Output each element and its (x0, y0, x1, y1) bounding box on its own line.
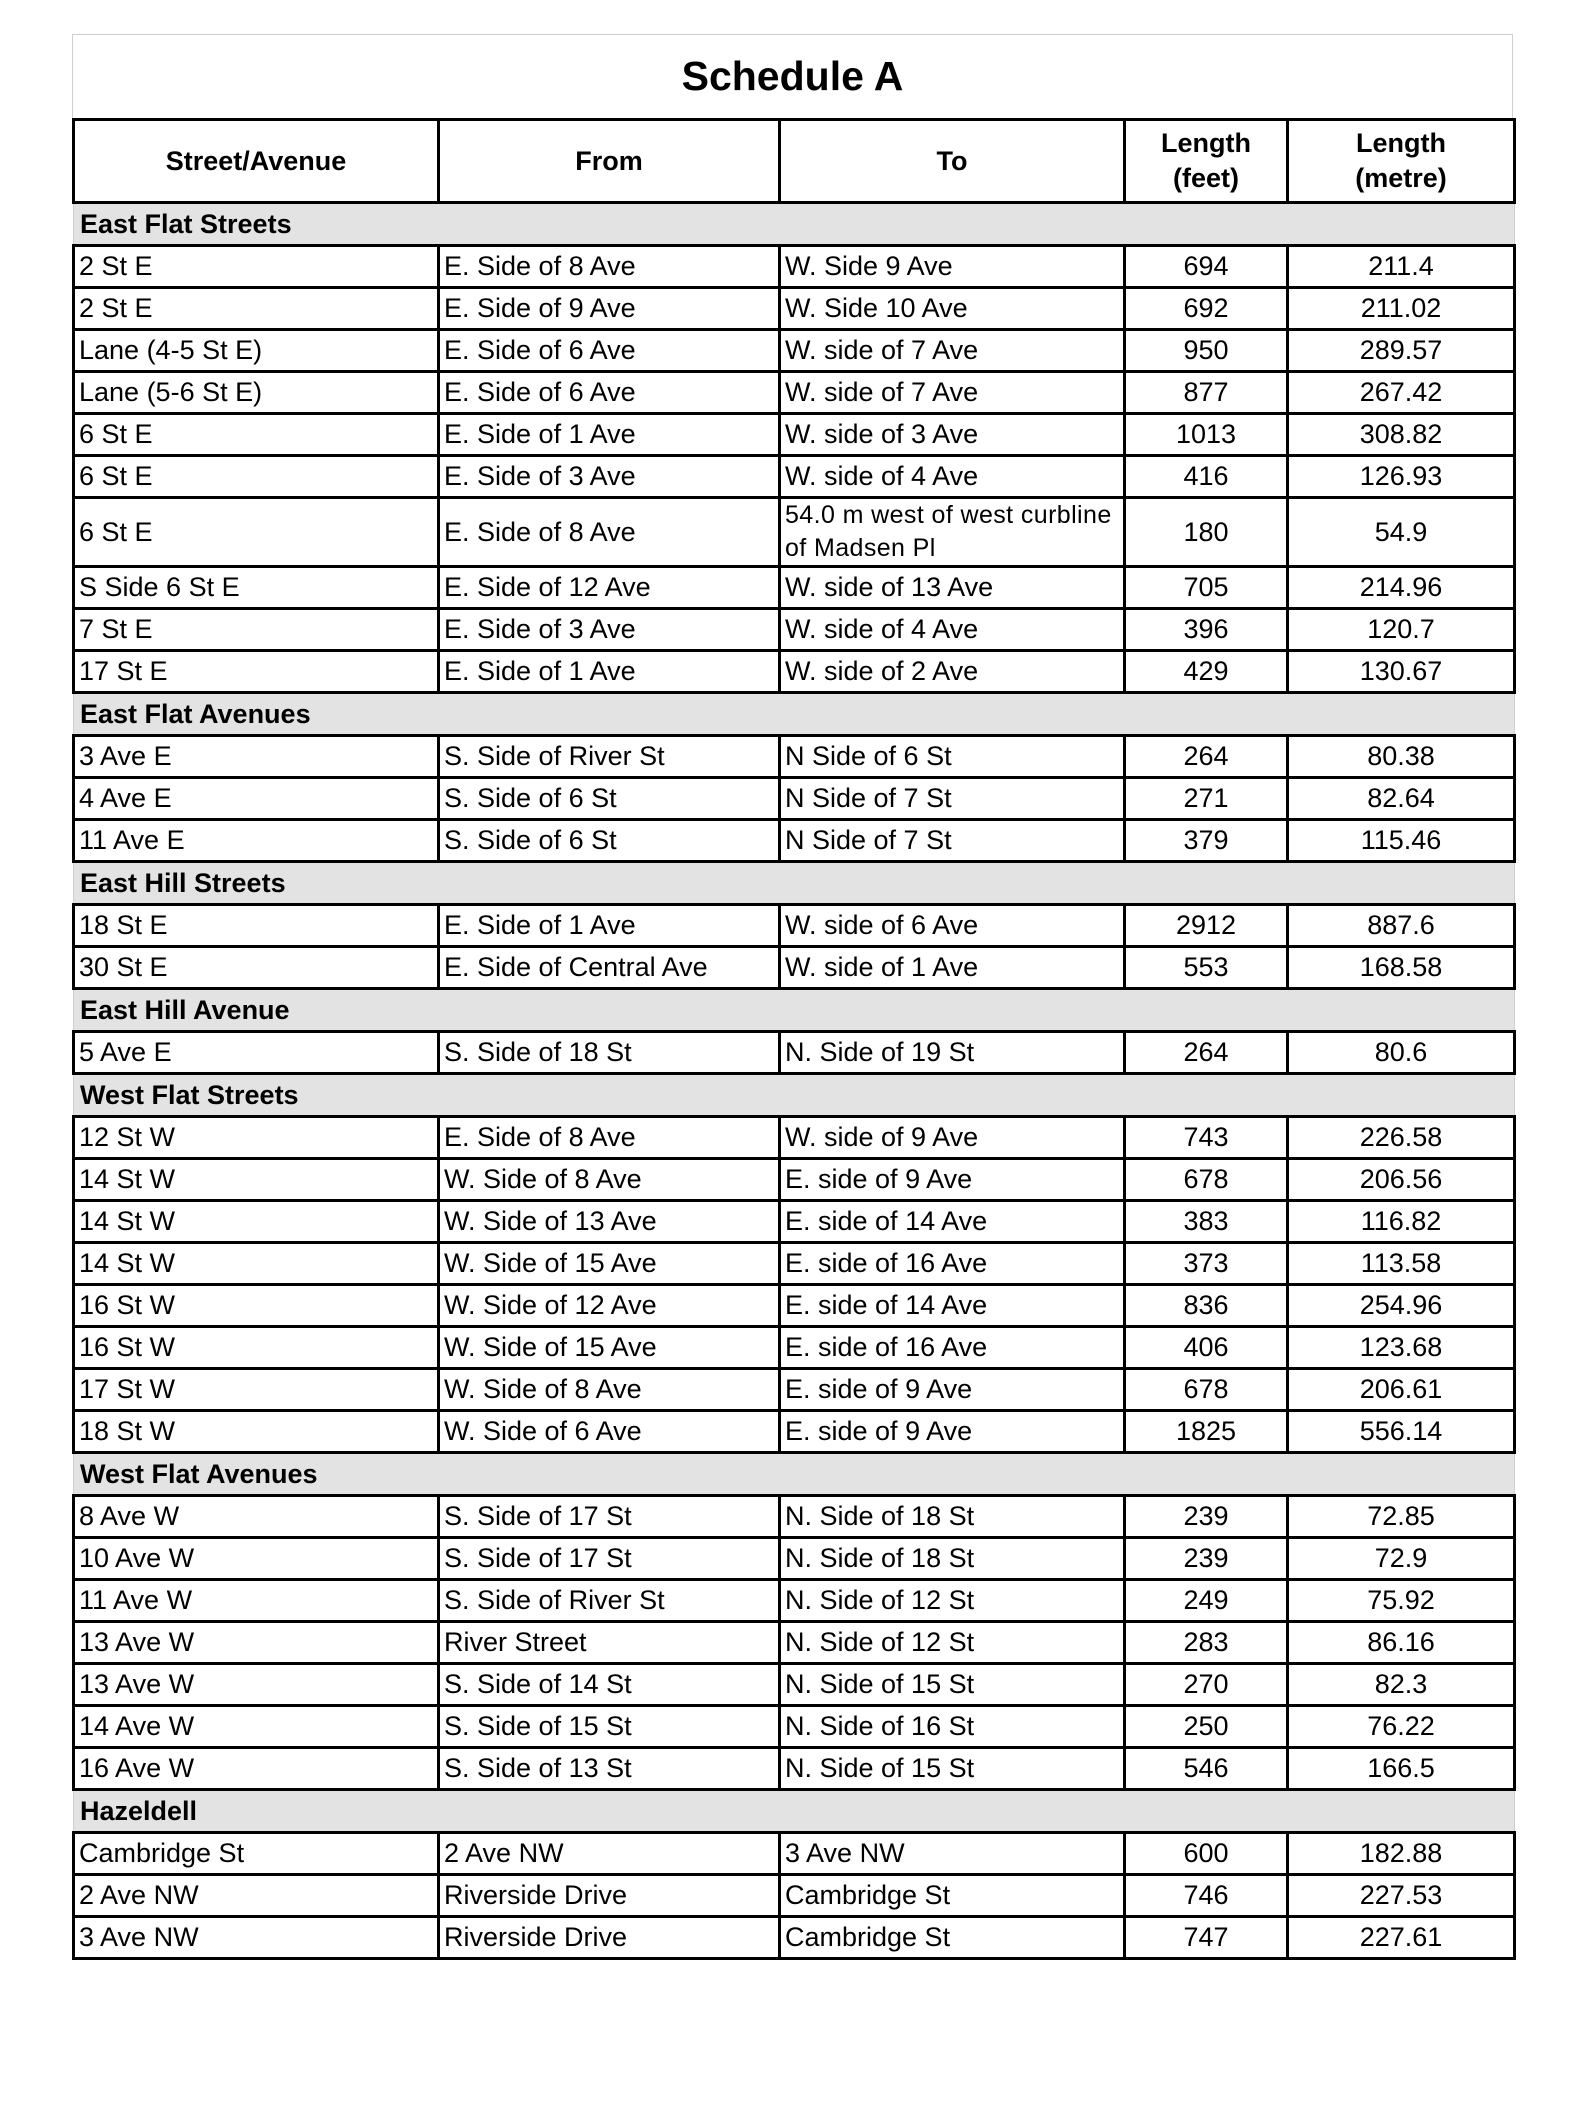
cell-length-feet: 180 (1125, 498, 1288, 567)
cell-from: E. Side of 12 Ave (439, 567, 780, 609)
cell-from: S. Side of 13 St (439, 1748, 780, 1790)
cell-length-feet: 692 (1125, 288, 1288, 330)
cell-street: 12 St W (74, 1117, 439, 1159)
cell-from: S. Side of River St (439, 736, 780, 778)
cell-street: 3 Ave E (74, 736, 439, 778)
section-heading: West Flat Streets (74, 1074, 1515, 1117)
cell-street: 17 St E (74, 651, 439, 693)
cell-length-feet: 705 (1125, 567, 1288, 609)
cell-length-metre: 130.67 (1288, 651, 1515, 693)
cell-to: W. side of 6 Ave (780, 905, 1125, 947)
cell-length-metre: 214.96 (1288, 567, 1515, 609)
cell-to: Cambridge St (780, 1917, 1125, 1959)
section-row (74, 693, 1515, 736)
cell-length-metre: 113.58 (1288, 1243, 1515, 1285)
table-row (74, 1201, 1515, 1243)
cell-street: 11 Ave E (74, 820, 439, 862)
cell-from: E. Side of 9 Ave (439, 288, 780, 330)
cell-from: S. Side of 15 St (439, 1706, 780, 1748)
cell-length-feet: 743 (1125, 1117, 1288, 1159)
cell-to: N. Side of 15 St (780, 1748, 1125, 1790)
cell-length-metre: 211.02 (1288, 288, 1515, 330)
cell-to: W. side of 7 Ave (780, 330, 1125, 372)
table-row (74, 567, 1515, 609)
cell-to: W. side of 4 Ave (780, 456, 1125, 498)
cell-to: N. Side of 16 St (780, 1706, 1125, 1748)
cell-length-metre: 166.5 (1288, 1748, 1515, 1790)
cell-to: Cambridge St (780, 1875, 1125, 1917)
table-row (74, 651, 1515, 693)
table-row (74, 1243, 1515, 1285)
cell-to: W. side of 2 Ave (780, 651, 1125, 693)
cell-length-feet: 250 (1125, 1706, 1288, 1748)
cell-from: S. Side of 17 St (439, 1496, 780, 1538)
title-box (72, 34, 1513, 118)
cell-street: 2 St E (74, 246, 439, 288)
table-row (74, 330, 1515, 372)
header-street: Street/Avenue (74, 120, 439, 203)
table-row (74, 1032, 1515, 1074)
cell-street: 13 Ave W (74, 1622, 439, 1664)
cell-length-feet: 746 (1125, 1875, 1288, 1917)
cell-to: E. side of 14 Ave (780, 1285, 1125, 1327)
table-row (74, 1664, 1515, 1706)
header-metre-line1: Length (1356, 128, 1446, 158)
cell-street: 17 St W (74, 1369, 439, 1411)
cell-from: W. Side of 15 Ave (439, 1327, 780, 1369)
cell-length-feet: 553 (1125, 947, 1288, 989)
section-heading: East Hill Avenue (74, 989, 1515, 1032)
cell-length-feet: 270 (1125, 1664, 1288, 1706)
table-row (74, 609, 1515, 651)
cell-to: N. Side of 19 St (780, 1032, 1125, 1074)
table-row (74, 1117, 1515, 1159)
cell-length-metre: 72.9 (1288, 1538, 1515, 1580)
cell-to: 54.0 m west of west curbline of Madsen Pl (780, 498, 1125, 567)
table-row (74, 905, 1515, 947)
cell-length-metre: 115.46 (1288, 820, 1515, 862)
cell-length-metre: 254.96 (1288, 1285, 1515, 1327)
cell-length-feet: 836 (1125, 1285, 1288, 1327)
cell-to: W. Side 9 Ave (780, 246, 1125, 288)
cell-street: 3 Ave NW (74, 1917, 439, 1959)
cell-to: N. Side of 18 St (780, 1538, 1125, 1580)
table-row (74, 246, 1515, 288)
cell-from: W. Side of 8 Ave (439, 1159, 780, 1201)
table-row (74, 1327, 1515, 1369)
cell-length-metre: 887.6 (1288, 905, 1515, 947)
cell-street: 14 St W (74, 1159, 439, 1201)
table-row (74, 498, 1515, 567)
cell-to: E. side of 14 Ave (780, 1201, 1125, 1243)
cell-street: S Side 6 St E (74, 567, 439, 609)
cell-length-feet: 678 (1125, 1369, 1288, 1411)
header-length-feet (1125, 120, 1288, 203)
header-feet-line1: Length (1161, 128, 1251, 158)
section-heading: East Flat Avenues (74, 693, 1515, 736)
section-row (74, 1453, 1515, 1496)
cell-length-feet: 406 (1125, 1327, 1288, 1369)
cell-length-metre: 54.9 (1288, 498, 1515, 567)
cell-length-metre: 308.82 (1288, 414, 1515, 456)
cell-length-feet: 239 (1125, 1538, 1288, 1580)
cell-to: E. side of 9 Ave (780, 1159, 1125, 1201)
cell-to: W. side of 4 Ave (780, 609, 1125, 651)
cell-from: W. Side of 6 Ave (439, 1411, 780, 1453)
table-row (74, 1917, 1515, 1959)
cell-street: Lane (5-6 St E) (74, 372, 439, 414)
cell-length-metre: 211.4 (1288, 246, 1515, 288)
section-row (74, 989, 1515, 1032)
cell-to: N. Side of 15 St (780, 1664, 1125, 1706)
cell-length-feet: 600 (1125, 1833, 1288, 1875)
section-heading: East Hill Streets (74, 862, 1515, 905)
cell-to: W. side of 13 Ave (780, 567, 1125, 609)
table-body (74, 203, 1515, 1959)
cell-length-feet: 694 (1125, 246, 1288, 288)
cell-length-metre: 80.6 (1288, 1032, 1515, 1074)
cell-street: 7 St E (74, 609, 439, 651)
cell-length-metre: 168.58 (1288, 947, 1515, 989)
cell-length-feet: 264 (1125, 736, 1288, 778)
cell-from: W. Side of 8 Ave (439, 1369, 780, 1411)
section-row (74, 1074, 1515, 1117)
cell-to: N Side of 7 St (780, 820, 1125, 862)
cell-length-metre: 227.53 (1288, 1875, 1515, 1917)
section-row (74, 1790, 1515, 1833)
cell-street: 4 Ave E (74, 778, 439, 820)
cell-to: W. side of 9 Ave (780, 1117, 1125, 1159)
cell-street: 8 Ave W (74, 1496, 439, 1538)
cell-street: 18 St E (74, 905, 439, 947)
cell-from: S. Side of 6 St (439, 820, 780, 862)
cell-length-metre: 123.68 (1288, 1327, 1515, 1369)
cell-from: S. Side of 14 St (439, 1664, 780, 1706)
cell-length-metre: 72.85 (1288, 1496, 1515, 1538)
cell-street: 6 St E (74, 498, 439, 567)
cell-length-metre: 120.7 (1288, 609, 1515, 651)
table-row (74, 1875, 1515, 1917)
table-row (74, 778, 1515, 820)
cell-length-metre: 86.16 (1288, 1622, 1515, 1664)
table-row (74, 1580, 1515, 1622)
cell-from: E. Side of 3 Ave (439, 609, 780, 651)
cell-street: 16 St W (74, 1327, 439, 1369)
cell-street: 16 Ave W (74, 1748, 439, 1790)
cell-from: River Street (439, 1622, 780, 1664)
cell-from: Riverside Drive (439, 1875, 780, 1917)
cell-from: Riverside Drive (439, 1917, 780, 1959)
cell-from: S. Side of 6 St (439, 778, 780, 820)
table-row (74, 947, 1515, 989)
cell-from: E. Side of 6 Ave (439, 372, 780, 414)
cell-street: 14 St W (74, 1201, 439, 1243)
cell-length-metre: 75.92 (1288, 1580, 1515, 1622)
cell-length-feet: 271 (1125, 778, 1288, 820)
table-row (74, 820, 1515, 862)
header-length-metre (1288, 120, 1515, 203)
cell-length-metre: 182.88 (1288, 1833, 1515, 1875)
cell-from: E. Side of 1 Ave (439, 651, 780, 693)
cell-to: E. side of 9 Ave (780, 1369, 1125, 1411)
schedule-sheet (72, 34, 1513, 1960)
cell-length-feet: 747 (1125, 1917, 1288, 1959)
section-row (74, 862, 1515, 905)
cell-length-metre: 126.93 (1288, 456, 1515, 498)
cell-length-feet: 2912 (1125, 905, 1288, 947)
section-heading: West Flat Avenues (74, 1453, 1515, 1496)
cell-street: 6 St E (74, 456, 439, 498)
cell-length-metre: 80.38 (1288, 736, 1515, 778)
cell-length-feet: 383 (1125, 1201, 1288, 1243)
cell-length-feet: 678 (1125, 1159, 1288, 1201)
cell-to: E. side of 16 Ave (780, 1327, 1125, 1369)
cell-length-metre: 82.3 (1288, 1664, 1515, 1706)
cell-to: N. Side of 12 St (780, 1622, 1125, 1664)
cell-to: W. side of 3 Ave (780, 414, 1125, 456)
cell-street: 16 St W (74, 1285, 439, 1327)
cell-length-feet: 239 (1125, 1496, 1288, 1538)
cell-street: 5 Ave E (74, 1032, 439, 1074)
header-to: To (780, 120, 1125, 203)
cell-length-feet: 373 (1125, 1243, 1288, 1285)
cell-length-feet: 249 (1125, 1580, 1288, 1622)
cell-from: E. Side of 1 Ave (439, 905, 780, 947)
header-feet-line2: (feet) (1173, 163, 1239, 193)
table-row (74, 1285, 1515, 1327)
cell-length-metre: 227.61 (1288, 1917, 1515, 1959)
cell-length-metre: 206.56 (1288, 1159, 1515, 1201)
table-row (74, 1411, 1515, 1453)
cell-street: 10 Ave W (74, 1538, 439, 1580)
cell-from: 2 Ave NW (439, 1833, 780, 1875)
cell-from: E. Side of 3 Ave (439, 456, 780, 498)
cell-length-feet: 950 (1125, 330, 1288, 372)
cell-from: E. Side of 8 Ave (439, 498, 780, 567)
cell-length-feet: 1825 (1125, 1411, 1288, 1453)
cell-street: 14 St W (74, 1243, 439, 1285)
cell-length-feet: 1013 (1125, 414, 1288, 456)
cell-to: 3 Ave NW (780, 1833, 1125, 1875)
cell-to: W. Side 10 Ave (780, 288, 1125, 330)
cell-from: E. Side of 1 Ave (439, 414, 780, 456)
cell-from: W. Side of 13 Ave (439, 1201, 780, 1243)
cell-length-feet: 416 (1125, 456, 1288, 498)
cell-length-feet: 264 (1125, 1032, 1288, 1074)
table-row (74, 414, 1515, 456)
cell-to: E. side of 9 Ave (780, 1411, 1125, 1453)
table-row (74, 1706, 1515, 1748)
table-row (74, 1496, 1515, 1538)
cell-length-metre: 116.82 (1288, 1201, 1515, 1243)
cell-to: W. side of 7 Ave (780, 372, 1125, 414)
cell-street: 30 St E (74, 947, 439, 989)
cell-street: Lane (4-5 St E) (74, 330, 439, 372)
cell-street: 11 Ave W (74, 1580, 439, 1622)
cell-length-metre: 267.42 (1288, 372, 1515, 414)
cell-to: W. side of 1 Ave (780, 947, 1125, 989)
table-row (74, 456, 1515, 498)
cell-length-feet: 429 (1125, 651, 1288, 693)
table-row (74, 1622, 1515, 1664)
cell-street: 14 Ave W (74, 1706, 439, 1748)
cell-street: 18 St W (74, 1411, 439, 1453)
header-from: From (439, 120, 780, 203)
table-row (74, 372, 1515, 414)
cell-to: N Side of 7 St (780, 778, 1125, 820)
cell-street: 13 Ave W (74, 1664, 439, 1706)
table-row (74, 288, 1515, 330)
cell-street: 2 Ave NW (74, 1875, 439, 1917)
cell-length-metre: 82.64 (1288, 778, 1515, 820)
cell-length-feet: 283 (1125, 1622, 1288, 1664)
cell-from: E. Side of 8 Ave (439, 1117, 780, 1159)
page-title: Schedule A (681, 53, 904, 99)
table-row (74, 1833, 1515, 1875)
table-row (74, 1369, 1515, 1411)
cell-length-metre: 226.58 (1288, 1117, 1515, 1159)
cell-street: 2 St E (74, 288, 439, 330)
cell-from: W. Side of 12 Ave (439, 1285, 780, 1327)
schedule-table (72, 118, 1516, 1960)
cell-to: N Side of 6 St (780, 736, 1125, 778)
cell-length-feet: 546 (1125, 1748, 1288, 1790)
cell-street: Cambridge St (74, 1833, 439, 1875)
cell-length-metre: 556.14 (1288, 1411, 1515, 1453)
header-row (74, 120, 1515, 203)
cell-length-feet: 396 (1125, 609, 1288, 651)
section-row (74, 203, 1515, 246)
cell-length-metre: 76.22 (1288, 1706, 1515, 1748)
cell-length-feet: 379 (1125, 820, 1288, 862)
cell-from: S. Side of River St (439, 1580, 780, 1622)
cell-from: E. Side of Central Ave (439, 947, 780, 989)
section-heading: East Flat Streets (74, 203, 1515, 246)
table-row (74, 1748, 1515, 1790)
header-metre-line2: (metre) (1355, 163, 1447, 193)
cell-length-metre: 289.57 (1288, 330, 1515, 372)
cell-to: N. Side of 12 St (780, 1580, 1125, 1622)
cell-from: W. Side of 15 Ave (439, 1243, 780, 1285)
cell-length-metre: 206.61 (1288, 1369, 1515, 1411)
cell-from: E. Side of 6 Ave (439, 330, 780, 372)
cell-to: N. Side of 18 St (780, 1496, 1125, 1538)
cell-from: E. Side of 8 Ave (439, 246, 780, 288)
cell-to: E. side of 16 Ave (780, 1243, 1125, 1285)
table-row (74, 1538, 1515, 1580)
table-row (74, 736, 1515, 778)
cell-from: S. Side of 18 St (439, 1032, 780, 1074)
cell-length-feet: 877 (1125, 372, 1288, 414)
table-row (74, 1159, 1515, 1201)
cell-from: S. Side of 17 St (439, 1538, 780, 1580)
cell-street: 6 St E (74, 414, 439, 456)
section-heading: Hazeldell (74, 1790, 1515, 1833)
